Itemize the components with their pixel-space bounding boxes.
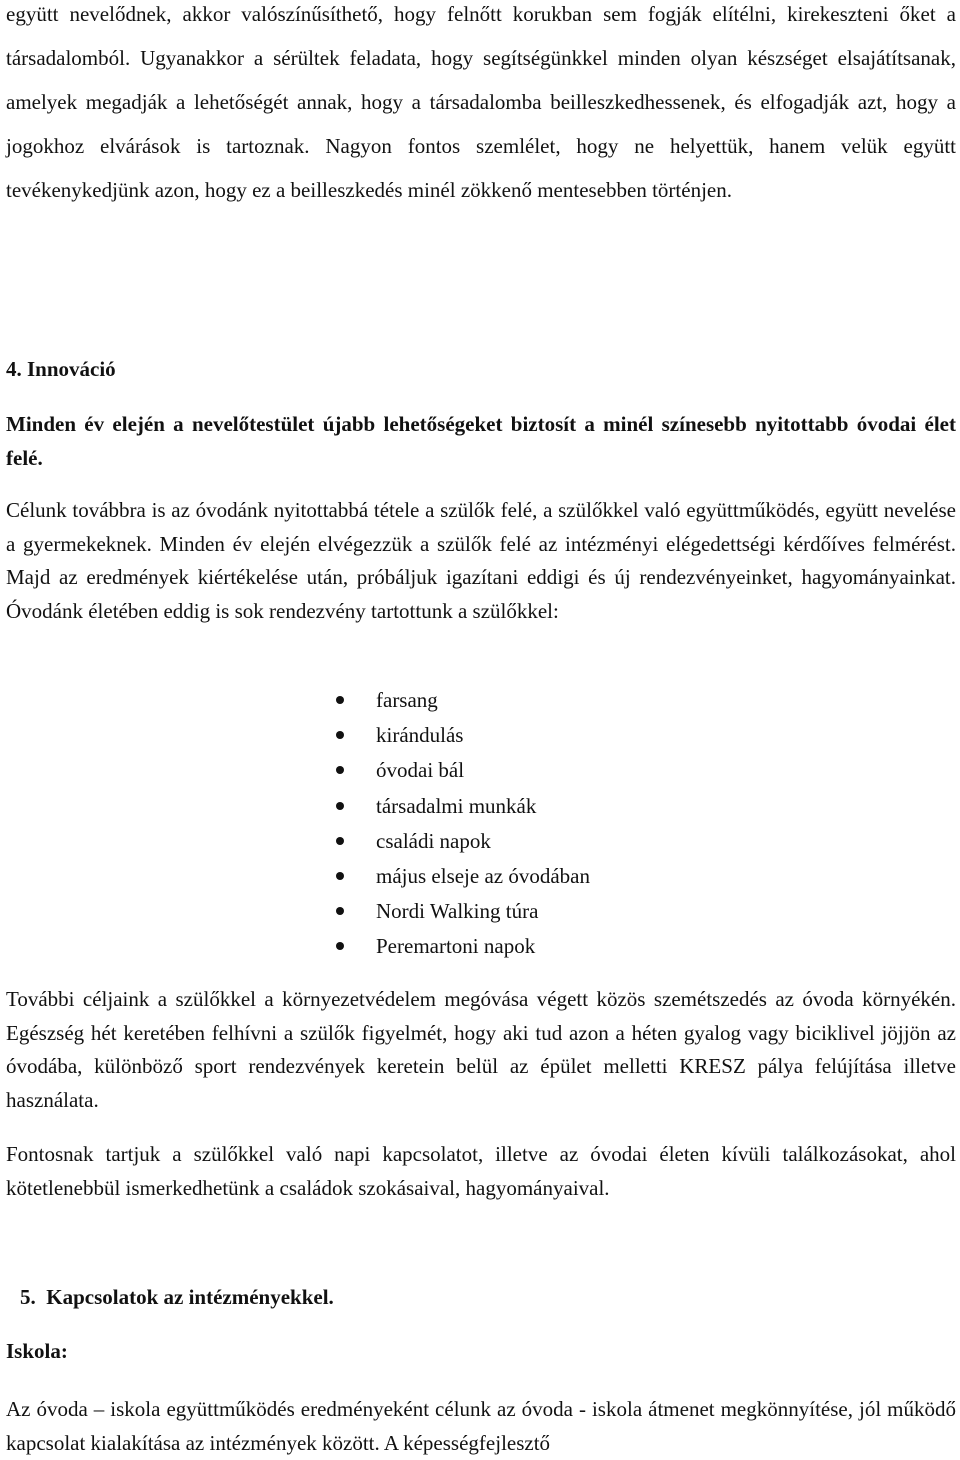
bullet-icon bbox=[336, 766, 344, 774]
section-4-lead: Minden év elején a nevelőtestület újabb lehetőségeket biztosít a minél színesebb nyitottabb óvodai élet felé. bbox=[6, 412, 956, 470]
list-item: óvodai bál bbox=[330, 753, 930, 788]
further-goals-paragraph: További céljaink a szülőkkel a környezetvédelem megóvása végett közös szemétszedés az óvoda környékén. Egészség hét keretében felhívni a szülők figyelmét, hogy aki tud azon a héten gyalog vagy biciklivel jöjjön az óvodába, különböző sport rendezvények keretein belül az épület melletti KRESZ pálya felújítása illetve használata. bbox=[6, 987, 956, 1112]
list-item: családi napok bbox=[330, 824, 930, 859]
list-item: társadalmi munkák bbox=[330, 789, 930, 824]
list-item: Nordi Walking túra bbox=[330, 894, 930, 929]
section-5-heading: 5. Kapcsolatok az intézményekkel. bbox=[20, 1285, 334, 1309]
section-4-paragraph: Célunk továbbra is az óvodánk nyitottabbá tétele a szülők felé, a szülőkkel való együttműködés, együtt nevelése a gyermekeknek. Minden év elején elvégezzük a szülők felé az intézményi elégedettségi kérdőíves felmérést. Majd az eredmények kiértékelése után, próbáljuk igazítani eddigi és új rendezvényeinket, hagyományainkat. Óvodánk életében eddig is sok rendezvény tartottunk a szülőkkel: bbox=[6, 498, 956, 623]
list-item: kirándulás bbox=[330, 718, 930, 753]
bullet-icon bbox=[336, 942, 344, 950]
school-label: Iskola: bbox=[6, 1339, 68, 1363]
importance-paragraph: Fontosnak tartjuk a szülőkkel való napi kapcsolatot, illetve az óvodai életen kívüli találkozásokat, ahol kötetlenebbül ismerkedhetünk a családok szokásaival, hagyományaival. bbox=[6, 1142, 956, 1200]
list-item: Peremartoni napok bbox=[330, 929, 930, 964]
bullet-icon bbox=[336, 907, 344, 915]
list-item: farsang bbox=[330, 683, 930, 718]
bullet-icon bbox=[336, 731, 344, 739]
event-list bbox=[330, 683, 930, 965]
school-paragraph: Az óvoda – iskola együttműködés eredményeként célunk az óvoda - iskola átmenet megkönnyítése, jól működő kapcsolat kialakítása az intézmények között. A képességfejlesztő bbox=[6, 1397, 956, 1455]
bullet-icon bbox=[336, 872, 344, 880]
section-4-heading: 4. Innováció bbox=[6, 357, 116, 381]
bullet-icon bbox=[336, 696, 344, 704]
list-item: május elseje az óvodában bbox=[330, 859, 930, 894]
bullet-icon bbox=[336, 837, 344, 845]
bullet-icon bbox=[336, 802, 344, 810]
intro-paragraph: együtt nevelődnek, akkor valószínűsíthető, hogy felnőtt korukban sem fogják elítélni, kirekeszteni őket a társadalomból. Ugyanakkor a sérültek feladata, hogy segítségünkkel minden olyan készséget elsajátítsanak, amelyek megadják a lehetőségét annak, hogy a társadalomba beilleszkedhessenek, és elfogadják azt, hogy a jogokhoz elvárások is tartoznak. Nagyon fontos szemlélet, hogy ne helyettük, hanem velük együtt tevékenykedjünk azon, hogy ez a beilleszkedés minél zökkenő mentesebben történjen. bbox=[6, 2, 956, 202]
